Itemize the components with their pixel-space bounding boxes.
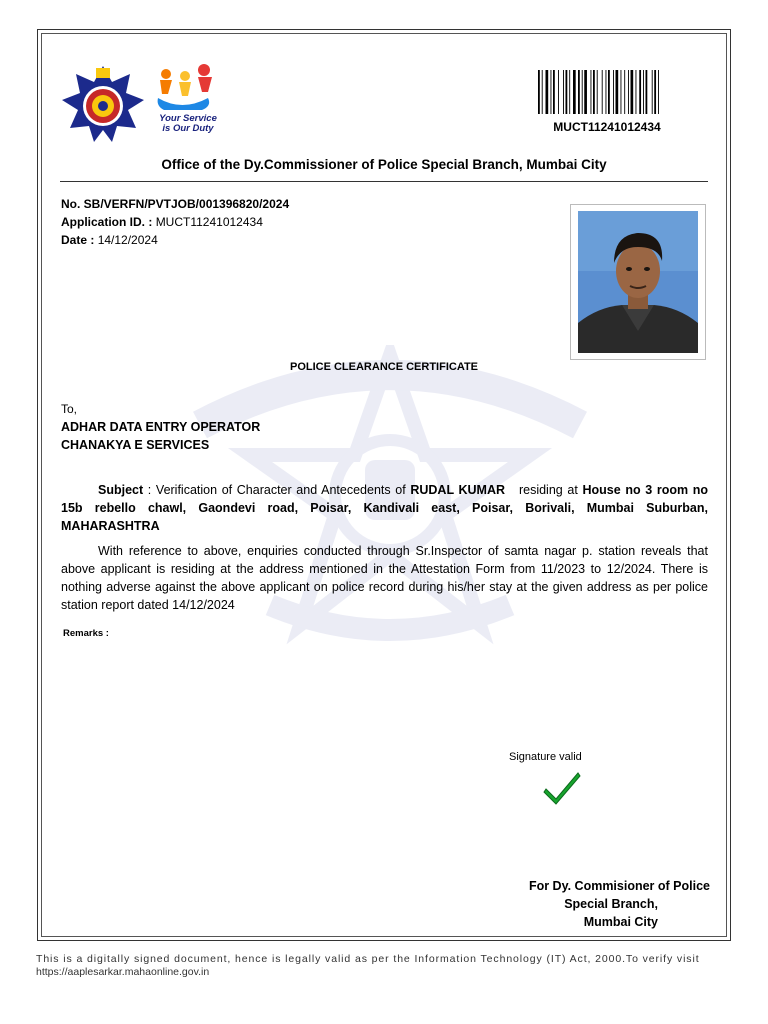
- subject-paragraph: [61, 481, 708, 535]
- signatory-line-2: Special Branch,: [564, 897, 658, 911]
- subject-label: Subject: [98, 483, 144, 497]
- barcode-number: MUCT11241012434: [553, 120, 661, 134]
- applicant-photo: [578, 211, 698, 353]
- office-title: Office of the Dy.Commissioner of Police Special Branch, Mumbai City: [161, 157, 607, 172]
- date-row: [61, 231, 158, 249]
- certificate-title: POLICE CLEARANCE CERTIFICATE: [289, 361, 479, 373]
- barcode: [536, 70, 704, 114]
- signature-status: Signature valid: [509, 751, 582, 763]
- signatory-line-1: For Dy. Commisioner of Police: [528, 879, 710, 893]
- remarks-label: Remarks :: [63, 628, 109, 639]
- subject-residing: residing at: [518, 483, 583, 497]
- service-duty-tagline: [152, 114, 224, 134]
- recipient-line-2: CHANAKYA E SERVICES: [61, 438, 210, 452]
- date-value: 14/12/2024: [97, 233, 158, 247]
- address-line-1: House no 3 room no: [582, 483, 708, 497]
- footer-note: [36, 953, 736, 979]
- applicant-name: RUDAL KUMAR: [410, 483, 506, 497]
- application-id-row: [61, 213, 263, 231]
- to-label: To,: [61, 402, 78, 416]
- footer-verify-link[interactable]: https://aaplesarkar.mahaonline.gov.in: [36, 966, 210, 978]
- footer-line-1: This is a digitally signed document, hence is legally valid as per the Information Technology (IT) Act, 2000.To verify visit: [36, 953, 700, 965]
- signatory-line-3: Mumbai City: [583, 915, 658, 929]
- application-id-label: Application ID. :: [61, 215, 153, 229]
- tagline-line-1: Your Service: [159, 113, 217, 124]
- subject-text: : Verification of Character and Antecedents of: [143, 483, 411, 497]
- mumbai-police-emblem: [60, 64, 146, 144]
- application-id-value: MUCT11241012434: [155, 215, 263, 229]
- address-line-2: 15b rebello chawl, Gaondevi road, Poisar, Kandivali east, Poisar, Borivali, Mumbai Suburban, MAHARASHTRA: [61, 501, 708, 533]
- date-label: Date :: [61, 233, 95, 247]
- reference-number-text: No. SB/VERFN/PVTJOB/001396820/2024: [61, 197, 290, 211]
- reference-number: [61, 195, 289, 213]
- checkmark-icon: [542, 767, 582, 807]
- tagline-line-2: is Our Duty: [162, 123, 214, 134]
- header-divider: [60, 181, 708, 182]
- recipient-line-1: ADHAR DATA ENTRY OPERATOR: [61, 420, 261, 434]
- body-paragraph: With reference to above, enquiries conducted through Sr.Inspector of samta nagar p. station reveals that above applicant is residing at the address mentioned in the Attestation Form from 11/2023 to 12/2024. There is nothing adverse against the above applicant on police record during his/her stay at the given address as per police station report dated 14/12/2024: [61, 544, 708, 612]
